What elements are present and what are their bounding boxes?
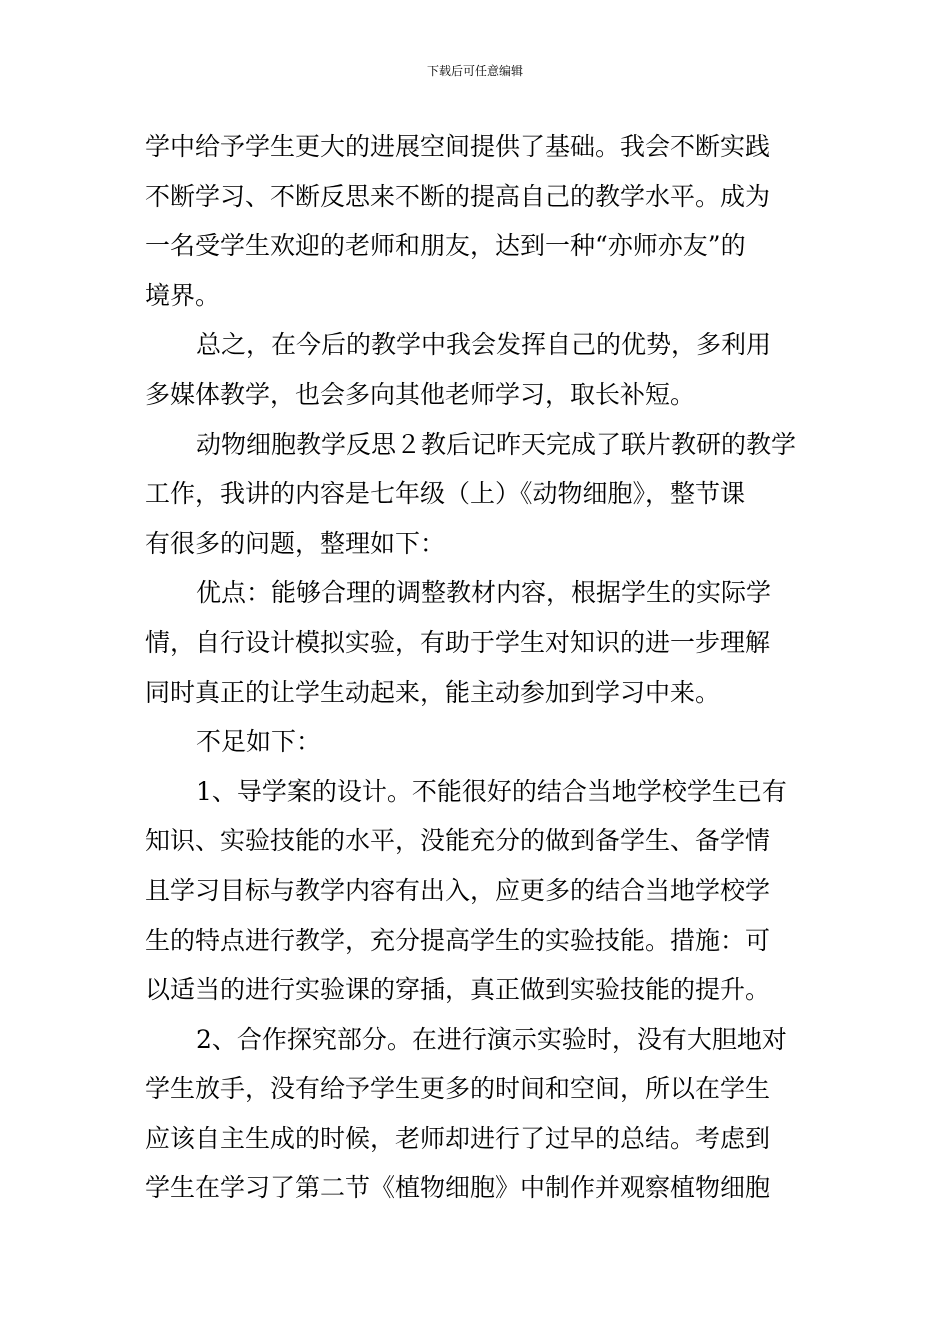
page-header: 下载后可任意编辑 [426, 64, 523, 78]
paragraph-start: 动物细胞教学反思２教后记昨天完成了联片教研的教学 [196, 429, 797, 459]
text-line: 境界。 [145, 280, 221, 310]
text-line: 有很多的问题，整理如下： [145, 528, 446, 558]
text-line: 情，自行设计模拟实验，有助于学生对知识的进一步理解 [145, 627, 771, 657]
text-line: 多媒体教学，也会多向其他老师学习，取长补短。 [145, 379, 696, 409]
text-line: 同时真正的让学生动起来，能主动参加到学习中来。 [145, 677, 721, 707]
text-line: 学生放手，没有给予学生更多的时间和空间，所以在学生 [145, 1074, 771, 1104]
paragraph-start: 不足如下： [196, 727, 322, 757]
text-line: 且学习目标与教学内容有出入，应更多的结合当地学校学 [145, 875, 771, 905]
text-line: 生的特点进行教学，充分提高学生的实验技能。措施：可 [145, 925, 771, 955]
document-body [145, 122, 808, 1213]
text-line: 学生在学习了第二节《植物细胞》中制作并观察植物细胞 [145, 1173, 771, 1203]
text-line: 不断学习、不断反思来不断的提高自己的教学水平。成为 [145, 181, 771, 211]
paragraph-start: 总之，在今后的教学中我会发挥自己的优势，多利用 [196, 330, 772, 360]
text-line: 学中给予学生更大的进展空间提供了基础。我会不断实践 [145, 132, 771, 161]
text-line: 知识、实验技能的水平，没能充分的做到备学生、备学情 [145, 826, 771, 856]
paragraph-start: 2、合作探究部分。在进行演示实验时，没有大胆地对 [196, 1024, 787, 1054]
paragraph-start: 1、导学案的设计。不能很好的结合当地学校学生已有 [196, 776, 787, 806]
text-line: 应该自主生成的时候，老师却进行了过早的总结。考虑到 [145, 1123, 771, 1153]
text-line: 工作，我讲的内容是七年级（上）《动物细胞》，整节课 [145, 479, 746, 509]
text-line: 以适当的进行实验课的穿插，真正做到实验技能的提升。 [145, 975, 771, 1005]
paragraph-start: 优点：能够合理的调整教材内容，根据学生的实际学 [196, 578, 772, 608]
text-line: 一名受学生欢迎的老师和朋友，达到一种“亦师亦友”的 [145, 231, 746, 261]
